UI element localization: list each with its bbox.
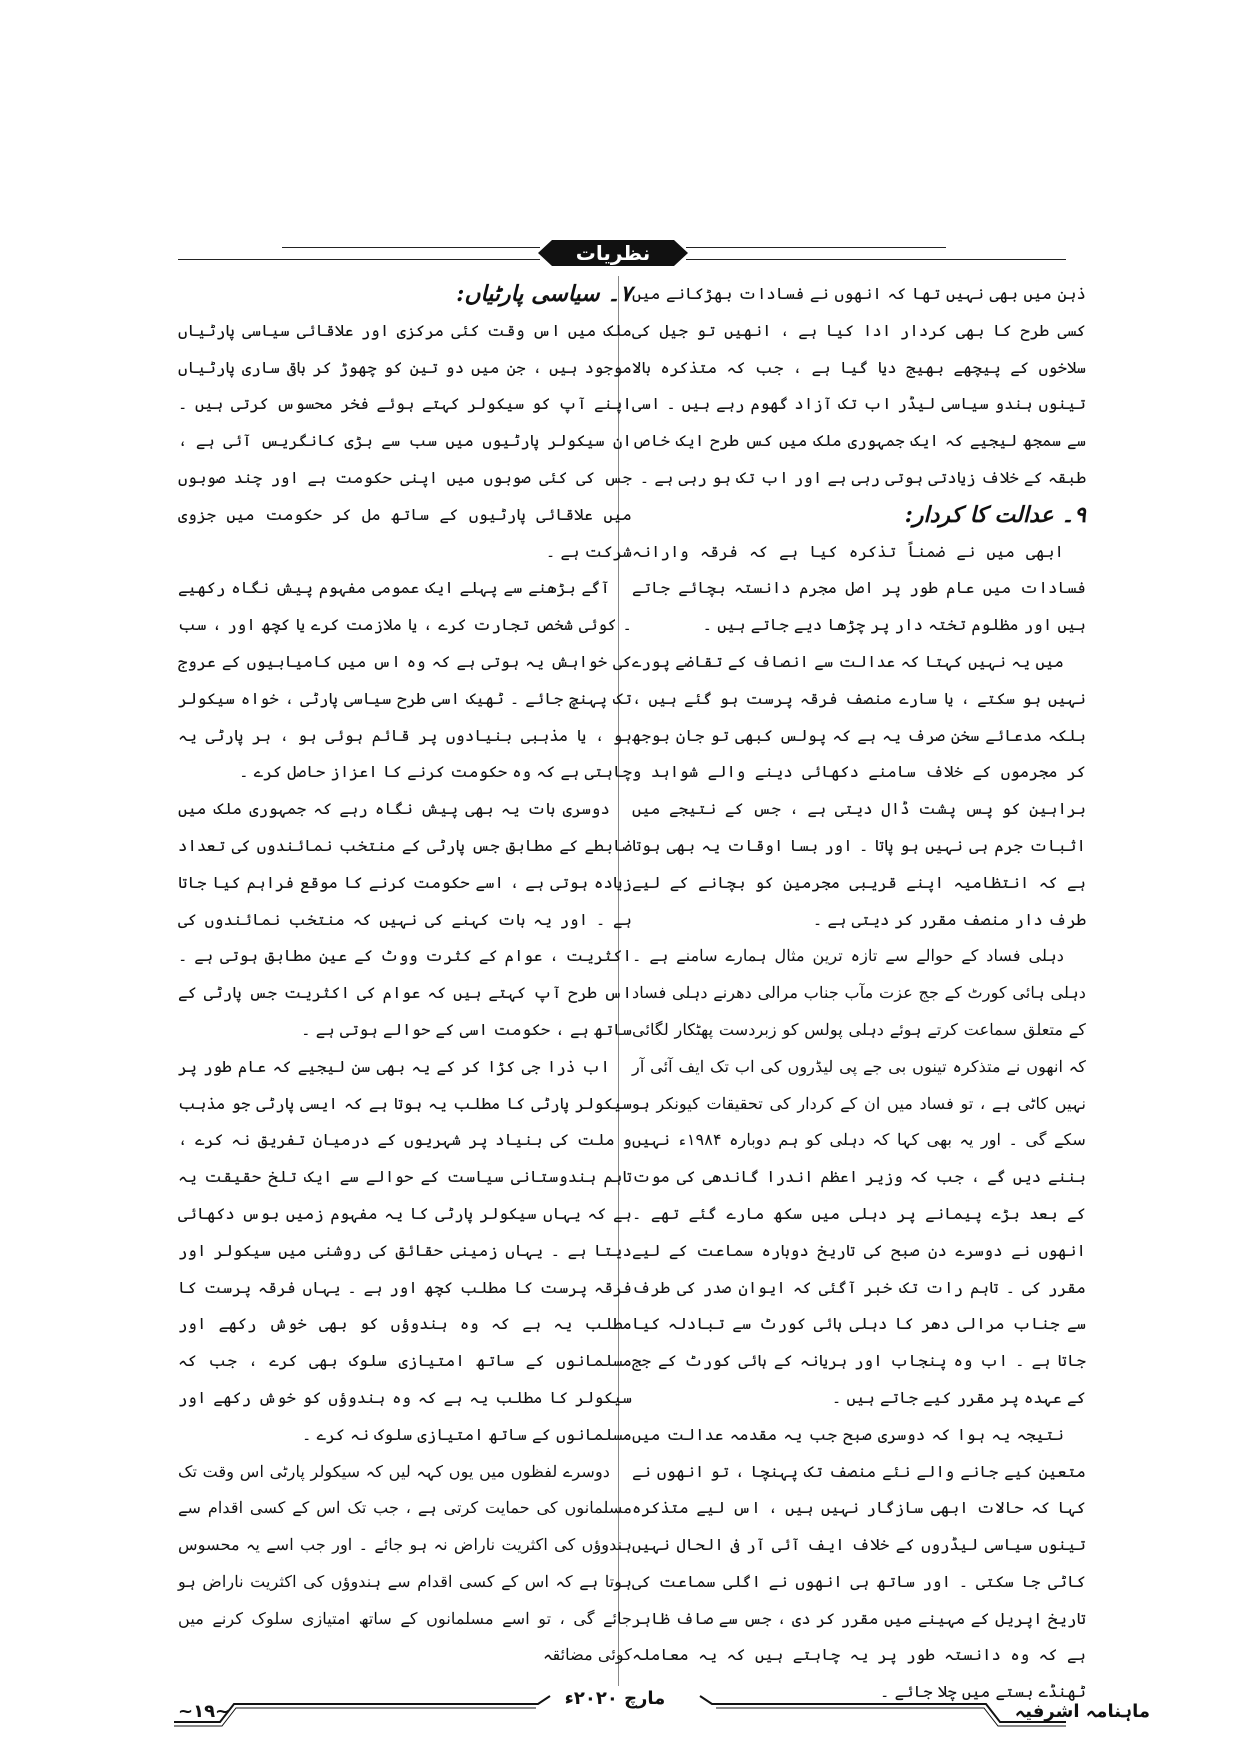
section-heading-political-parties: ۷۔ سیاسی پارٹیاں: <box>456 281 632 307</box>
paragraph: میں یہ نہیں کہتا کہ عدالت سے انصاف کے تقاضے پورے نہیں ہو سکتے ، یا سارے منصف فرقہ پرست ہو گئے ہیں ، بلکہ مدعائے سخن صرف یہ ہے کہ پولس کبھی تو جان بوجھ کر مجرموں کے خلاف سامنے دکھائی دینے والے شواہد و براہین کو پس پشت ڈال دیتی ہے ، جس کے نتیجے میں اثبات جرم ہی نہیں ہو پاتا ۔ اور بسا اوقات یہ بھی ہوتا ہے کہ انتظامیہ اپنے قریبی مجرمین کو بچانے کے لیے طرف دار منصف مقرر کر دیتی ہے ۔ <box>632 651 1086 929</box>
header-rule-left-bottom <box>178 259 540 260</box>
paragraph: ملک میں اس وقت کئی مرکزی اور علاقائی سیاسی پارٹیاں موجود ہیں ، جن میں دو تین کو چھوڑ کر باقی ساری پارٹیاں اپنے آپ کو سیکولر کہتے ہوئے فخر محسوس کرتی ہیں ۔ ان سیکولر پارٹیوں میں سب سے بڑی کانگریس آئی ہے ، جس کی کئی صوبوں میں اپنی حکومت ہے اور چند صوبوں میں علاقائی پارٹیوں کے ساتھ مل کر حکومت میں جزوی شرکت ہے ۔ <box>178 320 632 561</box>
right-column <box>632 276 1086 1711</box>
section-title: نظریات <box>575 241 651 265</box>
header-rule-left-top <box>282 247 540 248</box>
right-column-intro: ذہن میں بھی نہیں تھا کہ انھوں نے فسادات بھڑکانے میں کسی طرح کا بھی کردار ادا کیا ہے ، انھیں تو جیل کی سلاخوں کے پیچھے بھیج دیا گیا ہے ، جب کہ متذکرہ بالا تینوں ہندو سیاسی لیڈر اب تک آزاد گھوم رہے ہیں ۔ اسی سے سمجھ لیجیے کہ ایک جمہوری ملک میں کس طرح ایک خاص طبقہ کے خلاف زیادتی ہوتی رہی ہے اور اب تک ہو رہی ہے ۔ <box>632 284 1086 487</box>
page-number: ~۱۹~ <box>178 1701 231 1722</box>
issue-date: مارچ ۲۰۲۰ء <box>564 1688 666 1709</box>
left-column <box>178 276 632 1674</box>
paragraph: آگے بڑھنے سے پہلے ایک عمومی مفہوم پیش نگاہ رکھیے ۔ کوئی شخص تجارت کرے ، یا ملازمت کرے یا کچھ اور ، سب کی خواہش یہ ہوتی ہے کہ وہ اس میں کامیابیوں کے عروج تک پہنچ جائے ۔ ٹھیک اسی طرح سیاسی پارٹی ، خواہ سیکولر ہو ، یا مذہبی بنیادوں پر قائم ہوئی ہو ، ہر پارٹی یہ چاہتی ہے کہ وہ حکومت کرنے کا اعزاز حاصل کرے ۔ <box>178 578 632 782</box>
header-rule-right-bottom <box>686 259 1066 260</box>
header-rule-right-top <box>686 247 946 248</box>
paragraph: دوسرے لفظوں میں یوں کہہ لیں کہ سیکولر پارٹی اس وقت تک مسلمانوں کی حمایت کرتی ہے ، جب تک اس کے کسی اقدام سے ہندوؤں کی اکثریت ناراض نہ ہو جائے ۔ اور جب اسے یہ محسوس ہوتا ہے کہ اس کے کسی اقدام سے ہندوؤں کی اکثریت ناراض ہو جائے گی ، تو اسے مسلمانوں کے ساتھ امتیازی سلوک کرنے میں کوئی مضائقہ <box>178 1461 632 1665</box>
paragraph: ابھی میں نے ضمناً تذکرہ کیا ہے کہ فرقہ وارانہ فسادات میں عام طور پر اصل مجرم دانستہ بچائے جاتے ہیں اور مظلوم تختہ دار پر چڑھا دیے جاتے ہیں ۔ <box>632 541 1086 635</box>
section-header <box>538 238 688 268</box>
paragraph: دہلی فساد کے حوالے سے تازہ ترین مثال ہمارے سامنے ہے ۔ دہلی ہائی کورٹ کے جج عزت مآب جناب مرالی دھرنے دہلی فساد کے متعلق سماعت کرتے ہوئے دہلی پولس کو زبردست پھٹکار لگائی کہ انھوں نے متذکرہ تینوں بی جے پی لیڈروں کی اب تک ایف آئی آر نہیں کاٹی ہے ، تو فساد میں ان کے کردار کی تحقیقات کیونکر ہو سکے گی ۔ اور یہ بھی کہا کہ دہلی کو ہم دوبارہ ۱۹۸۴ء نہیں بننے دیں گے ، جب کہ وزیر اعظم اندرا گاندھی کی موت کے بعد بڑے پیمانے پر دہلی میں سکھ مارے گئے تھے ۔ انھوں نے دوسرے دن صبح کی تاریخ دوبارہ سماعت کے لیے مقرر کی ۔ تاہم رات تک خبر آگئی کہ ایوان صدر کی طرف سے جناب مرالی دھر کا دہلی ہائی کورٹ سے تبادلہ کیا جاتا ہے ۔ اب وہ پنجاب اور ہریانہ کے ہائی کورٹ کے جج کے عہدہ پر مقرر کیے جاتے ہیں ۔ <box>632 946 1086 1407</box>
paragraph: نتیجہ یہ ہوا کہ دوسری صبح جب یہ مقدمہ عدالت میں متعین کیے جانے والے نئے منصف تک پہنچا ، تو انھوں نے کہا کہ حالات ابھی سازگار نہیں ہیں ، اس لیے متذکرہ تینوں سیاسی لیڈروں کے خلاف ایف آئی آر فی الحال نہیں کاٹی جا سکتی ۔ اور ساتھ ہی انھوں نے اگلی سماعت کی تاریخ اپریل کے مہینے میں مقرر کر دی ، جس سے صاف ظاہر ہے کہ وہ دانستہ طور پر یہ چاہتے ہیں کہ یہ معاملہ ٹھنڈے بستے میں چلا جائے ۔ <box>632 1424 1086 1702</box>
magazine-name: ماہنامہ اشرفیہ <box>1014 1701 1150 1722</box>
section-heading-court-role: ۹۔ عدالت کا کردار: <box>904 501 1086 528</box>
paragraph: دوسری بات یہ بھی پیش نگاہ رہے کہ جمہوری ملک میں ضابطے کے مطابق جس پارٹی کے منتخب نمائندوں کی تعداد زیادہ ہوتی ہے ، اسے حکومت کرنے کا موقع فراہم کیا جاتا ہے ۔ اور یہ بات کہنے کی نہیں کہ منتخب نمائندوں کی اکثریت ، عوام کے کثرت ووٹ کے عین مطابق ہوتی ہے ۔ اس طرح آپ کہتے ہیں کہ عوام کی اکثریت جس پارٹی کے ساتھ ہے ، حکومت اسی کے حوالے ہوتی ہے ۔ <box>178 799 632 1039</box>
paragraph: اب ذرا جی کڑا کر کے یہ بھی سن لیجیے کہ عام طور پر سیکولر پارٹی کا مطلب یہ ہوتا ہے کہ ایسی پارٹی جو مذہب و ملت کی بنیاد پر شہریوں کے درمیان تفریق نہ کرے ، تاہم ہندوستانی سیاست کے حوالے سے ایک تلخ حقیقت یہ ہے کہ یہاں سیکولر پارٹی کا یہ مفہوم زمیں بوس دکھائی دیتا ہے ۔ یہاں زمینی حقائق کی روشنی میں سیکولر اور فرقہ پرست کا مطلب کچھ اور ہے ۔ یہاں فرقہ پرست کا مطلب یہ ہے کہ وہ ہندوؤں کو بھی خوش رکھے اور مسلمانوں کے ساتھ امتیازی سلوک بھی کرے ، جب کہ سیکولر کا مطلب یہ ہے کہ وہ ہندوؤں کو خوش رکھے اور مسلمانوں کے ساتھ امتیازی سلوک نہ کرے ۔ <box>178 1056 632 1444</box>
